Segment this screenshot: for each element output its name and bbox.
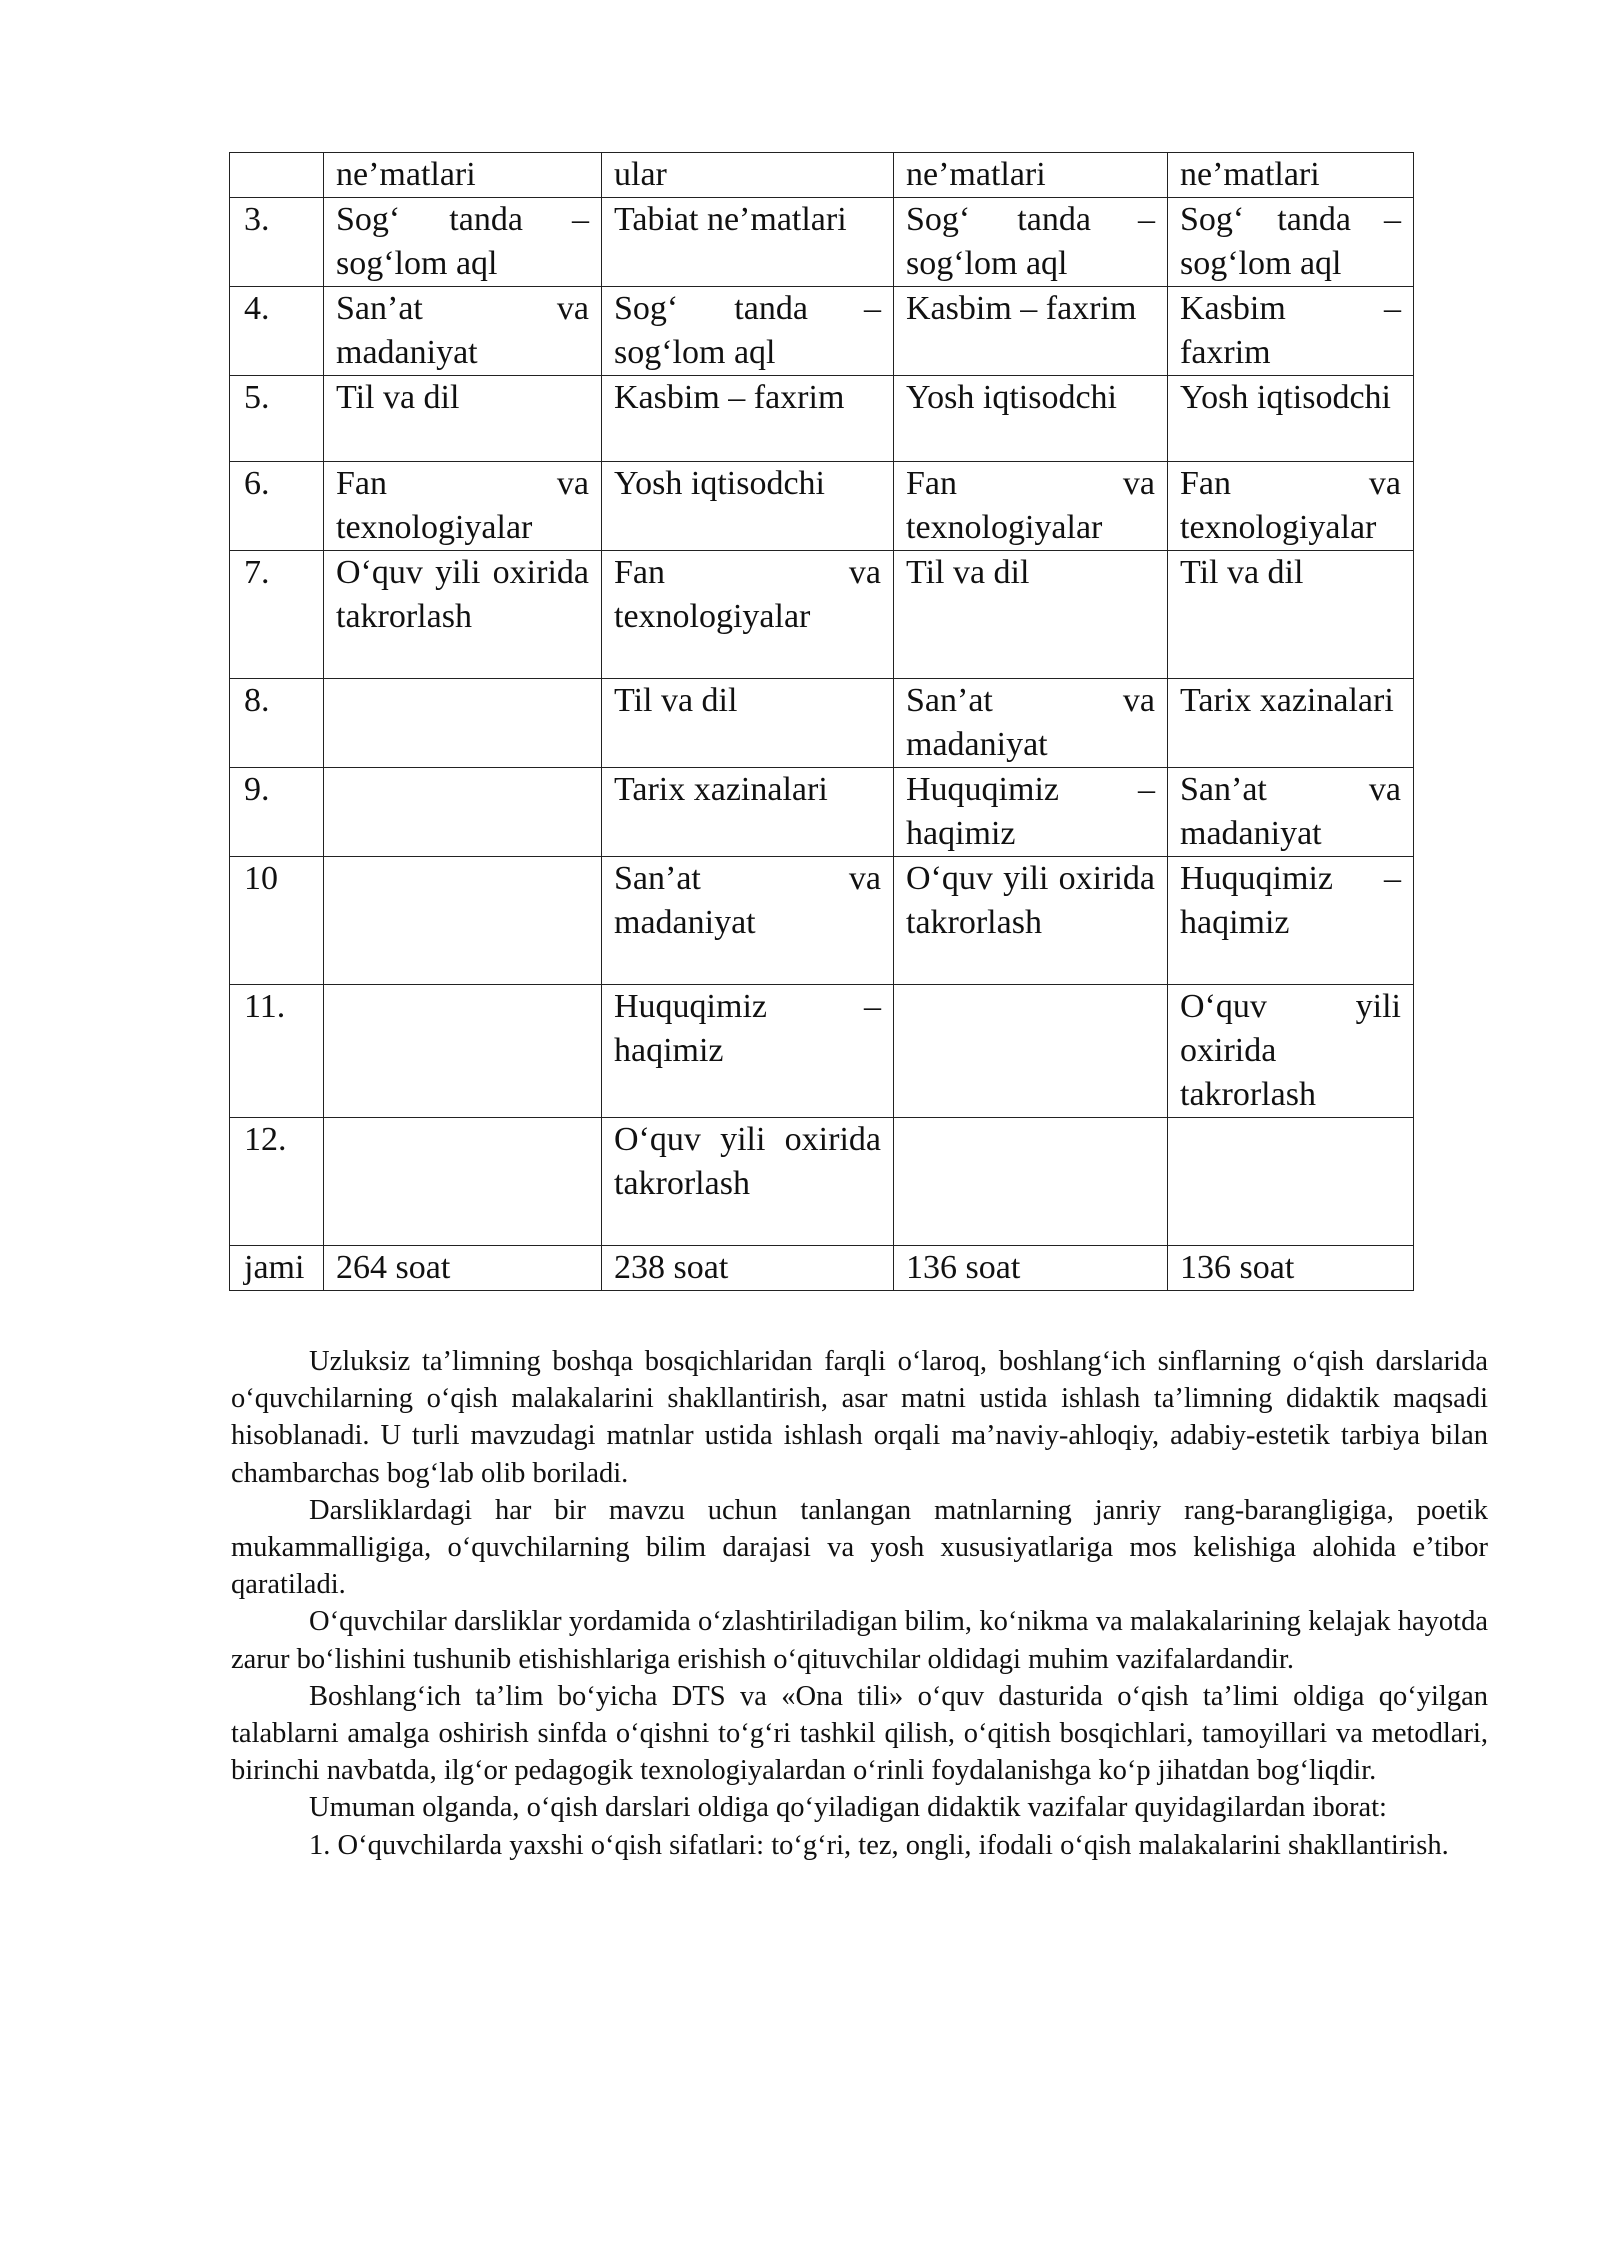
table-cell-number: 6. — [230, 462, 324, 551]
table-row — [230, 1118, 1414, 1246]
table-cell: Til va dil — [894, 551, 1168, 679]
table-cell: Sog‘ tanda – sog‘lom aql — [324, 198, 602, 287]
table-row — [230, 857, 1414, 985]
table-cell: ne’matlari — [1168, 153, 1414, 198]
table-cell: Yosh iqtisodchi — [1168, 376, 1414, 462]
table-cell: Til va dil — [324, 376, 602, 462]
table-cell: 264 soat — [324, 1246, 602, 1291]
table-cell: Huquqimiz – haqimiz — [1168, 857, 1414, 985]
table-cell — [324, 857, 602, 985]
table-cell-number: jami — [230, 1246, 324, 1291]
table-row — [230, 462, 1414, 551]
table-cell: Til va dil — [602, 679, 894, 768]
table-cell: Yosh iqtisodchi — [894, 376, 1168, 462]
table-cell: San’at va madaniyat — [324, 287, 602, 376]
table-cell: San’at va madaniyat — [1168, 768, 1414, 857]
table-cell: Huquqimiz – haqimiz — [602, 985, 894, 1118]
table-row — [230, 198, 1414, 287]
table-cell: Fan va texnologiyalar — [324, 462, 602, 551]
table-cell: ne’matlari — [324, 153, 602, 198]
table-cell-number: 7. — [230, 551, 324, 679]
table-cell: Sog‘ tanda – sog‘lom aql — [1168, 198, 1414, 287]
table-row — [230, 1246, 1414, 1291]
table-cell-number: 4. — [230, 287, 324, 376]
body-text — [231, 1343, 1488, 1864]
table-cell — [324, 1118, 602, 1246]
table-cell: O‘quv yili oxirida takrorlash — [894, 857, 1168, 985]
table-cell: 136 soat — [894, 1246, 1168, 1291]
table-cell-number: 8. — [230, 679, 324, 768]
table-row — [230, 985, 1414, 1118]
table-cell — [324, 768, 602, 857]
table-cell — [324, 679, 602, 768]
table-cell: ne’matlari — [894, 153, 1168, 198]
table-cell: 238 soat — [602, 1246, 894, 1291]
table-cell: Kasbim – faxrim — [1168, 287, 1414, 376]
table-cell: Kasbim – faxrim — [894, 287, 1168, 376]
table-cell-number: 9. — [230, 768, 324, 857]
paragraph: 1. O‘quvchilarda yaxshi o‘qish sifatlari: to‘g‘ri, tez, ongli, ifodali o‘qish malakalarini shakllantirish. — [309, 1829, 1449, 1861]
table-cell — [1168, 1118, 1414, 1246]
table-cell-number: 12. — [230, 1118, 324, 1246]
table-cell: ular — [602, 153, 894, 198]
table-body — [230, 153, 1414, 1291]
paragraph: O‘quvchilar darsliklar yordamida o‘zlashtiriladigan bilim, ko‘nikma va malakalarining kelajak hayotda zarur bo‘lishini tushunib etishishlariga erishish o‘qituvchilar oldidagi muhim vazifalardandir. — [231, 1606, 1488, 1675]
table-cell: O‘quv yili oxirida takrorlash — [324, 551, 602, 679]
table-cell: Sog‘ tanda – sog‘lom aql — [602, 287, 894, 376]
table-cell-number: 3. — [230, 198, 324, 287]
table-cell: O‘quv yili oxirida takrorlash — [1168, 985, 1414, 1118]
table-row — [230, 551, 1414, 679]
table-cell: San’at va madaniyat — [894, 679, 1168, 768]
table-row — [230, 287, 1414, 376]
paragraph: Uzluksiz ta’limning boshqa bosqichlaridan farqli o‘laroq, boshlang‘ich sinflarning o‘qish darslarida o‘quvchilarning o‘qish malakalarini shakllantirish, asar matni ustida ishlash ta’limning didaktik maqsadi hisoblanadi. U turli mavzudagi matnlar ustida ishlash orqali ma’naviy-ahloqiy, adabiy-estetik tarbiya bilan chambarchas bog‘lab olib boriladi. — [231, 1346, 1488, 1489]
table-cell: Sog‘ tanda – sog‘lom aql — [894, 198, 1168, 287]
table-cell: Til va dil — [1168, 551, 1414, 679]
table-cell-number: 5. — [230, 376, 324, 462]
table-cell — [894, 985, 1168, 1118]
table-row — [230, 376, 1414, 462]
table-cell: Kasbim – faxrim — [602, 376, 894, 462]
table-cell: Tarix xazinalari — [1168, 679, 1414, 768]
table-cell — [894, 1118, 1168, 1246]
table-cell: Yosh iqtisodchi — [602, 462, 894, 551]
table-cell: Fan va texnologiyalar — [1168, 462, 1414, 551]
paragraph: Darsliklardagi har bir mavzu uchun tanlangan matnlarning janriy rang-barangligiga, poetik mukammalligiga, o‘quvchilarning bilim darajasi va yosh xususiyatlariga mos kelishiga alohida e’tibor qaratiladi. — [231, 1494, 1488, 1601]
table-cell-number — [230, 153, 324, 198]
table-cell: O‘quv yili oxirida takrorlash — [602, 1118, 894, 1246]
paragraph: Boshlang‘ich ta’lim bo‘yicha DTS va «Ona tili» o‘quv dasturida o‘qish ta’limi oldiga qo‘yilgan talablarni amalga oshirish sinfda o‘qishni to‘g‘ri tashkil qilish, o‘qitish bosqichlari, tamoyillari va metodlari, birinchi navbatda, ilg‘or pedagogik texnologiyalardan o‘rinli foydalanishga ko‘p jihatdan bog‘liqdir. — [231, 1680, 1488, 1787]
table-row — [230, 679, 1414, 768]
table-cell: Tarix xazinalari — [602, 768, 894, 857]
curriculum-table — [229, 152, 1414, 1291]
paragraph: Umuman olganda, o‘qish darslari oldiga qo‘yiladigan didaktik vazifalar quyidagilardan iborat: — [309, 1792, 1387, 1824]
table-cell: Huquqimiz – haqimiz — [894, 768, 1168, 857]
table-cell — [324, 985, 602, 1118]
table-cell: Tabiat ne’matlari — [602, 198, 894, 287]
table-cell: Fan va texnologiyalar — [894, 462, 1168, 551]
table-row — [230, 768, 1414, 857]
table-cell: Fan va texnologiyalar — [602, 551, 894, 679]
table-cell: San’at va madaniyat — [602, 857, 894, 985]
table-row — [230, 153, 1414, 198]
table-cell-number: 11. — [230, 985, 324, 1118]
table-cell: 136 soat — [1168, 1246, 1414, 1291]
table-cell-number: 10 — [230, 857, 324, 985]
